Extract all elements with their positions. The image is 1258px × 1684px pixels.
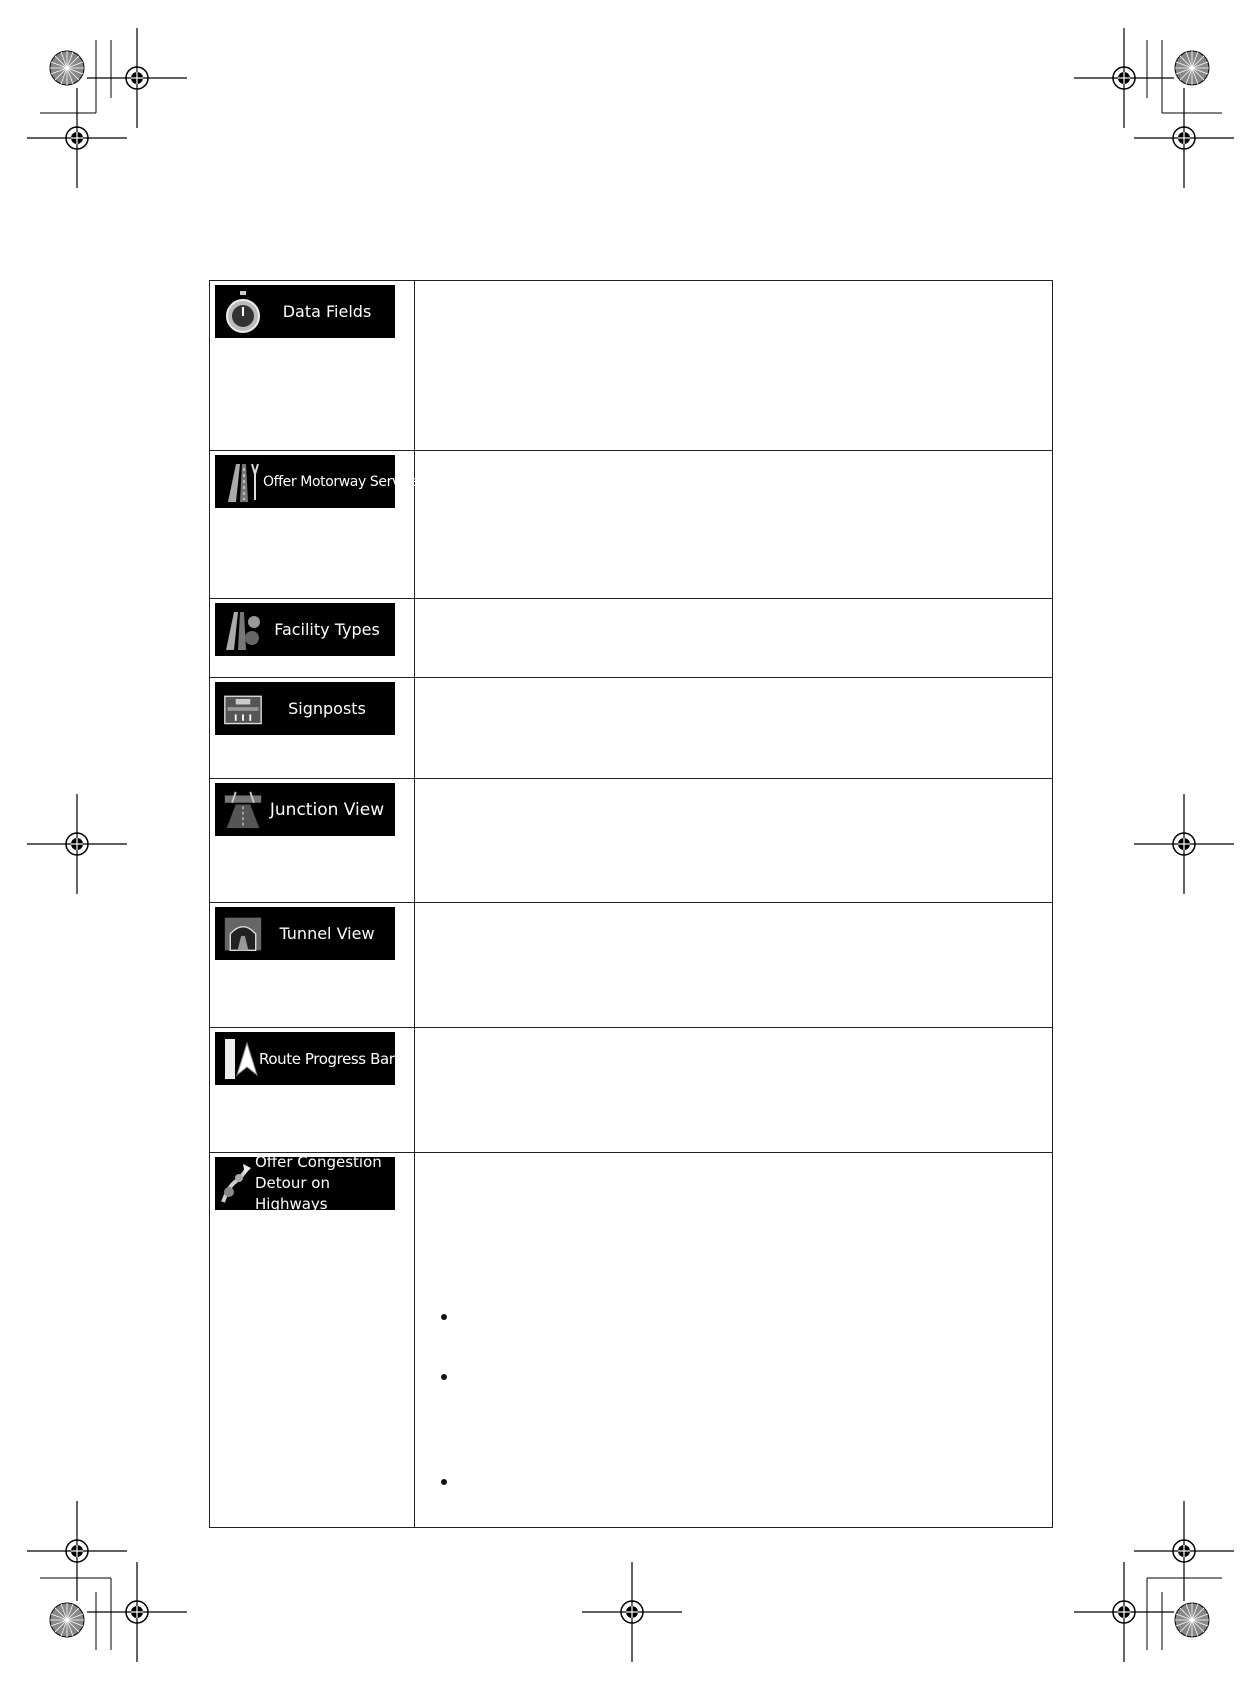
stopwatch-icon <box>223 290 263 334</box>
offer-congestion-detour-button[interactable] <box>215 1153 395 1213</box>
table-row <box>210 451 1053 599</box>
description-cell <box>415 779 1053 903</box>
facility-types-icon <box>223 608 263 652</box>
table-row <box>210 599 1053 678</box>
tunnel-view-button[interactable] <box>215 907 395 960</box>
description-cell <box>415 451 1053 599</box>
table-row <box>210 903 1053 1028</box>
congestion-detour-icon <box>219 1162 251 1206</box>
button-label: Signposts <box>288 699 366 718</box>
signpost-icon <box>223 687 263 731</box>
button-label: Facility Types <box>274 620 380 639</box>
bullet-1 <box>441 1314 447 1320</box>
junction-view-button[interactable] <box>215 783 395 836</box>
description-cell <box>415 1153 1053 1528</box>
table-row <box>210 678 1053 779</box>
data-fields-button[interactable] <box>215 285 395 338</box>
facility-types-button[interactable] <box>215 603 395 656</box>
description-cell <box>415 1028 1053 1153</box>
motorway-services-icon <box>223 460 263 504</box>
description-cell <box>415 678 1053 779</box>
bullet-3 <box>441 1479 447 1485</box>
button-label-line1: Offer Congestion <box>255 1153 382 1171</box>
table-row <box>210 1153 1053 1528</box>
button-label: Offer Motorway Services <box>263 473 426 490</box>
tunnel-view-icon <box>223 912 263 956</box>
route-progress-bar-button[interactable] <box>215 1032 395 1085</box>
button-label: Junction View <box>269 799 385 820</box>
button-label: Data Fields <box>282 302 372 321</box>
button-label: Route Progress Bar <box>259 1049 395 1068</box>
button-label: Tunnel View <box>279 924 375 943</box>
offer-motorway-services-button[interactable] <box>215 455 426 508</box>
button-label-line2: Detour on Highways <box>255 1174 330 1213</box>
description-cell <box>415 599 1053 678</box>
junction-view-icon <box>223 788 263 832</box>
table-row <box>210 1028 1053 1153</box>
table-row <box>210 281 1053 451</box>
signposts-button[interactable] <box>215 682 395 735</box>
description-cell <box>415 903 1053 1028</box>
button-label <box>251 1152 391 1215</box>
settings-table <box>209 280 1053 1528</box>
description-cell <box>415 281 1053 451</box>
bullet-2 <box>441 1374 447 1380</box>
route-progress-bar-icon <box>223 1037 259 1081</box>
table-row <box>210 779 1053 903</box>
